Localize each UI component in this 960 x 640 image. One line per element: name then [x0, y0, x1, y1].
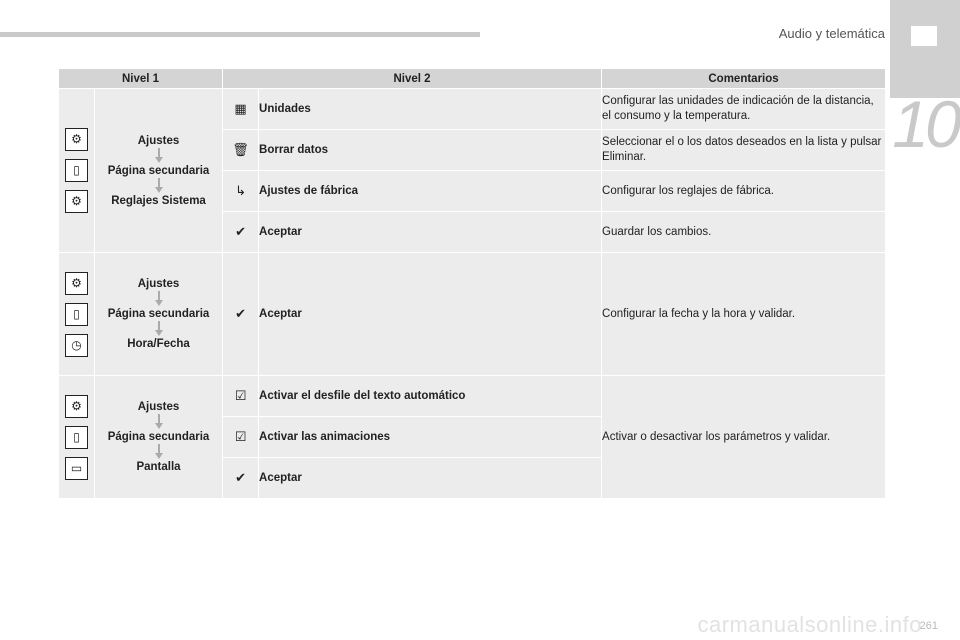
system-settings-icon: ⚙ — [65, 190, 88, 213]
clock-calendar-icon: ◷ — [65, 334, 88, 357]
path-step: Reglajes Sistema — [111, 194, 206, 207]
level1-path — [95, 253, 223, 376]
checkbox-icon: ☑ — [223, 417, 259, 458]
level1-path — [95, 89, 223, 253]
header-nivel-1: Nivel 1 — [59, 69, 223, 89]
comment: Activar o desactivar los parámetros y validar. — [602, 376, 886, 499]
chapter-number: 10 — [892, 87, 958, 161]
checkmark-icon: ✔ — [223, 253, 259, 376]
level1-icons — [59, 253, 95, 376]
table-header-row — [59, 69, 886, 89]
checkbox-icon: ☑ — [223, 376, 259, 417]
top-rule — [0, 32, 480, 37]
path-step: Pantalla — [136, 461, 181, 473]
chapter-tab-square — [911, 26, 937, 46]
arrow-down-icon — [155, 321, 163, 337]
level1-icons — [59, 376, 95, 499]
path-step: Página secundaria — [107, 164, 210, 177]
level1-icons — [59, 89, 95, 253]
header-comentarios: Comentarios — [602, 69, 886, 89]
units-icon: ▦ — [223, 89, 259, 130]
comment: Configurar las unidades de indicación de la distancia, el consumo y la temperatura. — [602, 89, 886, 130]
arrow-down-icon — [155, 148, 163, 164]
display-screen-icon: ▭ — [65, 457, 88, 480]
level2-label: Aceptar — [259, 458, 602, 499]
arrow-down-icon — [155, 444, 163, 460]
secondary-page-icon: ▯ — [65, 303, 88, 326]
level2-label: Borrar datos — [259, 130, 602, 171]
section-title: Audio y telemática — [778, 26, 885, 41]
chapter-tab — [890, 0, 960, 98]
comment: Seleccionar el o los datos deseados en la lista y pulsar Eliminar. — [602, 130, 886, 171]
comment: Configurar los reglajes de fábrica. — [602, 171, 886, 212]
arrow-down-icon — [155, 178, 163, 194]
path-step: Ajustes — [137, 134, 180, 147]
settings-gear-icon: ⚙ — [65, 128, 88, 151]
path-step: Página secundaria — [107, 308, 210, 320]
secondary-page-icon: ▯ — [65, 159, 88, 182]
path-step: Ajustes — [137, 401, 180, 413]
level2-label: Unidades — [259, 89, 602, 130]
menu-table — [58, 68, 886, 499]
arrow-down-icon — [155, 291, 163, 307]
level2-label: Activar el desfile del texto automático — [259, 376, 602, 417]
level2-label: Aceptar — [259, 253, 602, 376]
comment: Guardar los cambios. — [602, 212, 886, 253]
settings-gear-icon: ⚙ — [65, 395, 88, 418]
table-row — [59, 253, 886, 376]
path-step: Página secundaria — [107, 431, 210, 443]
checkmark-icon: ✔ — [223, 458, 259, 499]
level2-label: Activar las animaciones — [259, 417, 602, 458]
checkmark-icon: ✔ — [223, 212, 259, 253]
secondary-page-icon: ▯ — [65, 426, 88, 449]
path-step: Hora/Fecha — [127, 338, 190, 350]
arrow-down-icon — [155, 414, 163, 430]
settings-gear-icon: ⚙ — [65, 272, 88, 295]
level2-label: Ajustes de fábrica — [259, 171, 602, 212]
factory-reset-icon: ↳ — [223, 171, 259, 212]
watermark: carmanualsonline.info — [697, 612, 922, 637]
table-row — [59, 376, 886, 417]
table-row — [59, 89, 886, 130]
level1-path — [95, 376, 223, 499]
trash-icon: 🗑 — [223, 130, 259, 171]
path-step: Ajustes — [137, 278, 180, 290]
page-number: 261 — [919, 620, 938, 632]
comment: Configurar la fecha y la hora y validar. — [602, 253, 886, 376]
header-nivel-2: Nivel 2 — [223, 69, 602, 89]
level2-label: Aceptar — [259, 212, 602, 253]
